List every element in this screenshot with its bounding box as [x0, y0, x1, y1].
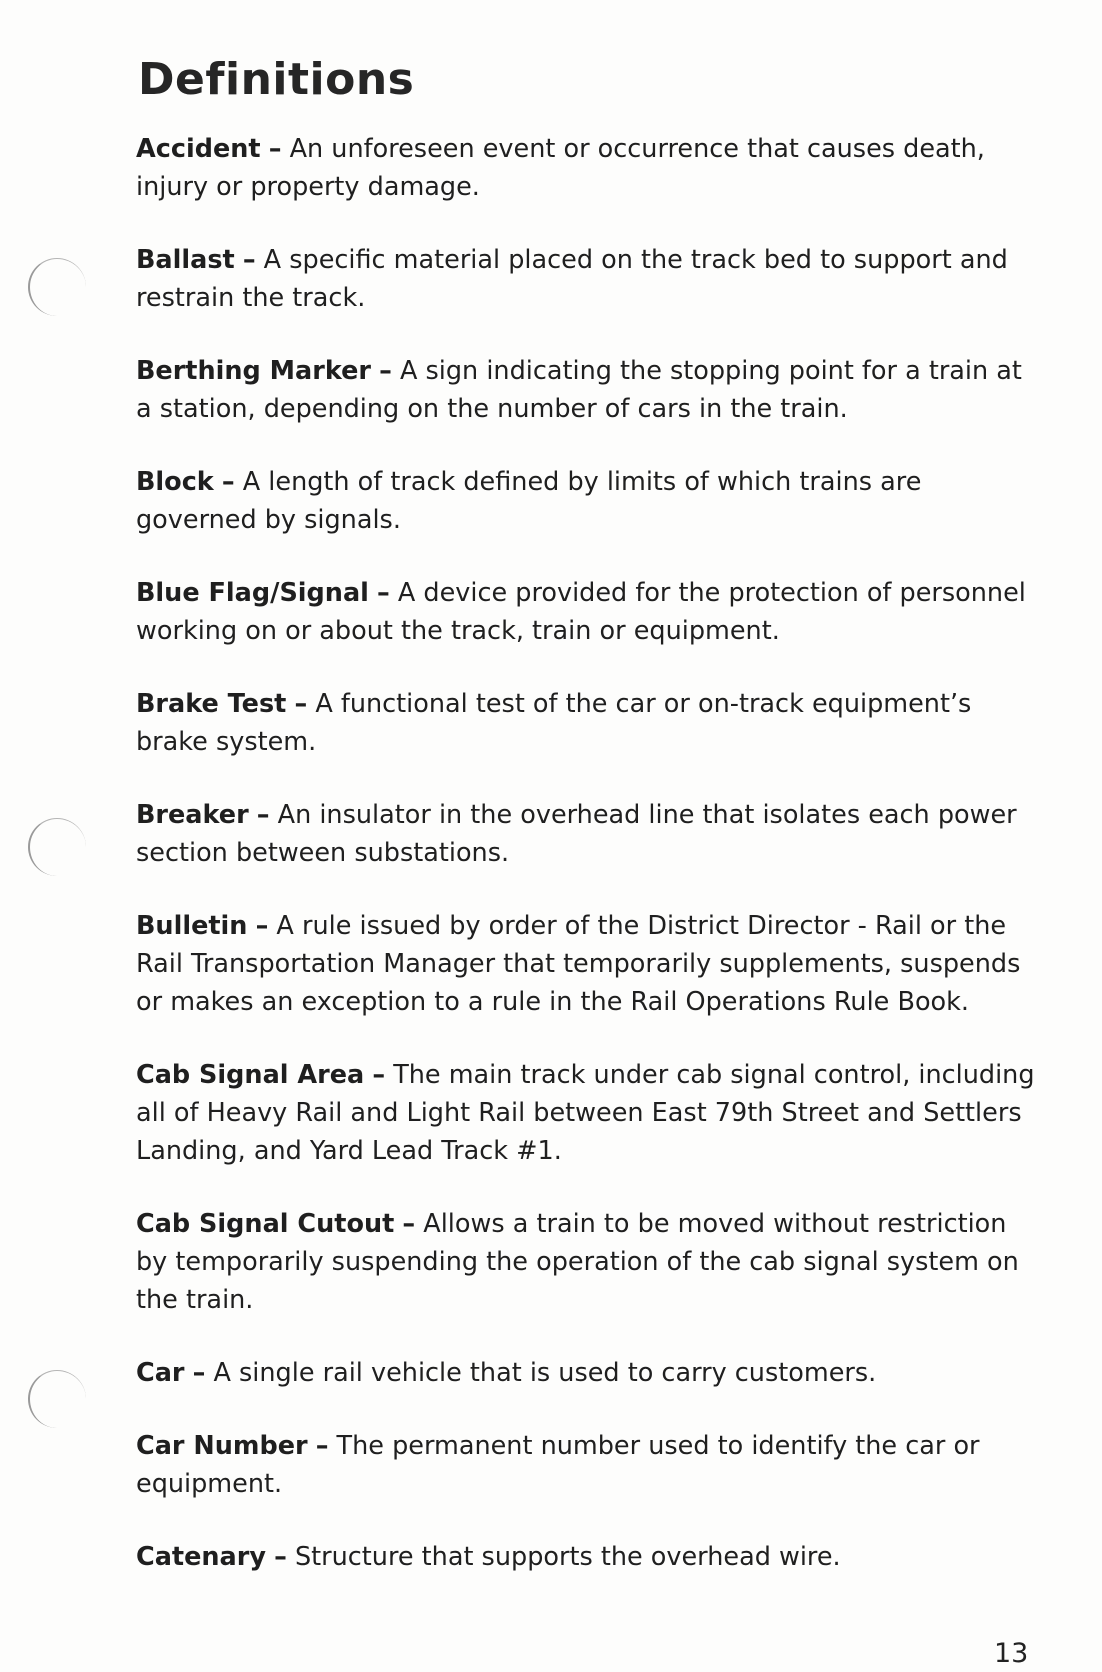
definition-item [136, 796, 1036, 872]
definition-separator: – [221, 467, 235, 497]
definition-separator: – [242, 245, 256, 275]
definition-term: Breaker [136, 800, 249, 830]
page-title: Definitions [138, 54, 415, 105]
definition-item [136, 1205, 1036, 1319]
definition-item [136, 1427, 1036, 1503]
definition-term: Brake Test [136, 689, 287, 719]
definition-term: Car Number [136, 1431, 308, 1461]
definition-separator: – [256, 800, 270, 830]
definition-item [136, 685, 1036, 761]
definition-text: A sign indicating the stopping point for a train at a station, depending on the number of cars in the train. [136, 356, 1022, 424]
definition-item [136, 241, 1036, 317]
definition-term: Block [136, 467, 214, 497]
definition-text: A functional test of the car or on-track equipment’s brake system. [136, 689, 972, 757]
definitions-list [136, 130, 1036, 1611]
definition-term: Ballast [136, 245, 235, 275]
definition-text: The permanent number used to identify the car or equipment. [136, 1431, 980, 1499]
definition-term: Car [136, 1358, 185, 1388]
definition-text: A specific material placed on the track bed to support and restrain the track. [136, 245, 1008, 313]
definition-separator: – [192, 1358, 206, 1388]
definition-item [136, 352, 1036, 428]
definition-text: A device provided for the protection of personnel working on or about the track, train or equipment. [136, 578, 1026, 646]
definition-item [136, 1538, 1036, 1576]
definition-term: Catenary [136, 1542, 266, 1572]
page-number: 13 [994, 1638, 1029, 1669]
definition-item [136, 130, 1036, 206]
definition-separator: – [268, 134, 282, 164]
definition-item [136, 574, 1036, 650]
definition-item [136, 1056, 1036, 1170]
definition-separator: – [377, 578, 390, 608]
binder-hole-middle [28, 818, 86, 876]
definition-item [136, 463, 1036, 539]
binder-hole-bottom [28, 1370, 86, 1428]
definition-text: A rule issued by order of the District Director - Rail or the Rail Transportation Manager that temporarily supplements, suspends or makes an exception to a rule in the Rail Operations Rule Book. [136, 911, 1021, 1017]
definition-text: A length of track defined by limits of which trains are governed by signals. [136, 467, 922, 535]
definition-text: Allows a train to be moved without restriction by temporarily suspending the operation of the cab signal system on the train. [136, 1209, 1019, 1315]
definition-separator: – [379, 356, 392, 386]
definition-text: Structure that supports the overhead wire. [294, 1542, 841, 1572]
definition-text: A single rail vehicle that is used to carry customers. [213, 1358, 877, 1388]
definition-term: Cab Signal Area [136, 1060, 365, 1090]
definition-separator: – [294, 689, 308, 719]
definition-separator: – [402, 1209, 416, 1239]
definition-term: Blue Flag/Signal [136, 578, 369, 608]
definition-separator: – [274, 1542, 287, 1572]
definition-term: Accident [136, 134, 261, 164]
definition-text: An insulator in the overhead line that isolates each power section between substations. [136, 800, 1017, 868]
definition-separator: – [255, 911, 269, 941]
definition-separator: – [315, 1431, 329, 1461]
definition-item [136, 907, 1036, 1021]
definition-separator: – [372, 1060, 386, 1090]
definition-term: Cab Signal Cutout [136, 1209, 395, 1239]
binder-hole-top [28, 258, 86, 316]
definition-item [136, 1354, 1036, 1392]
definition-text: An unforeseen event or occurrence that causes death, injury or property damage. [136, 134, 985, 202]
definition-term: Berthing Marker [136, 356, 371, 386]
definition-text: The main track under cab signal control, including all of Heavy Rail and Light Rail between East 79th Street and Settlers Landing, and Yard Lead Track #1. [136, 1060, 1035, 1166]
definition-term: Bulletin [136, 911, 248, 941]
